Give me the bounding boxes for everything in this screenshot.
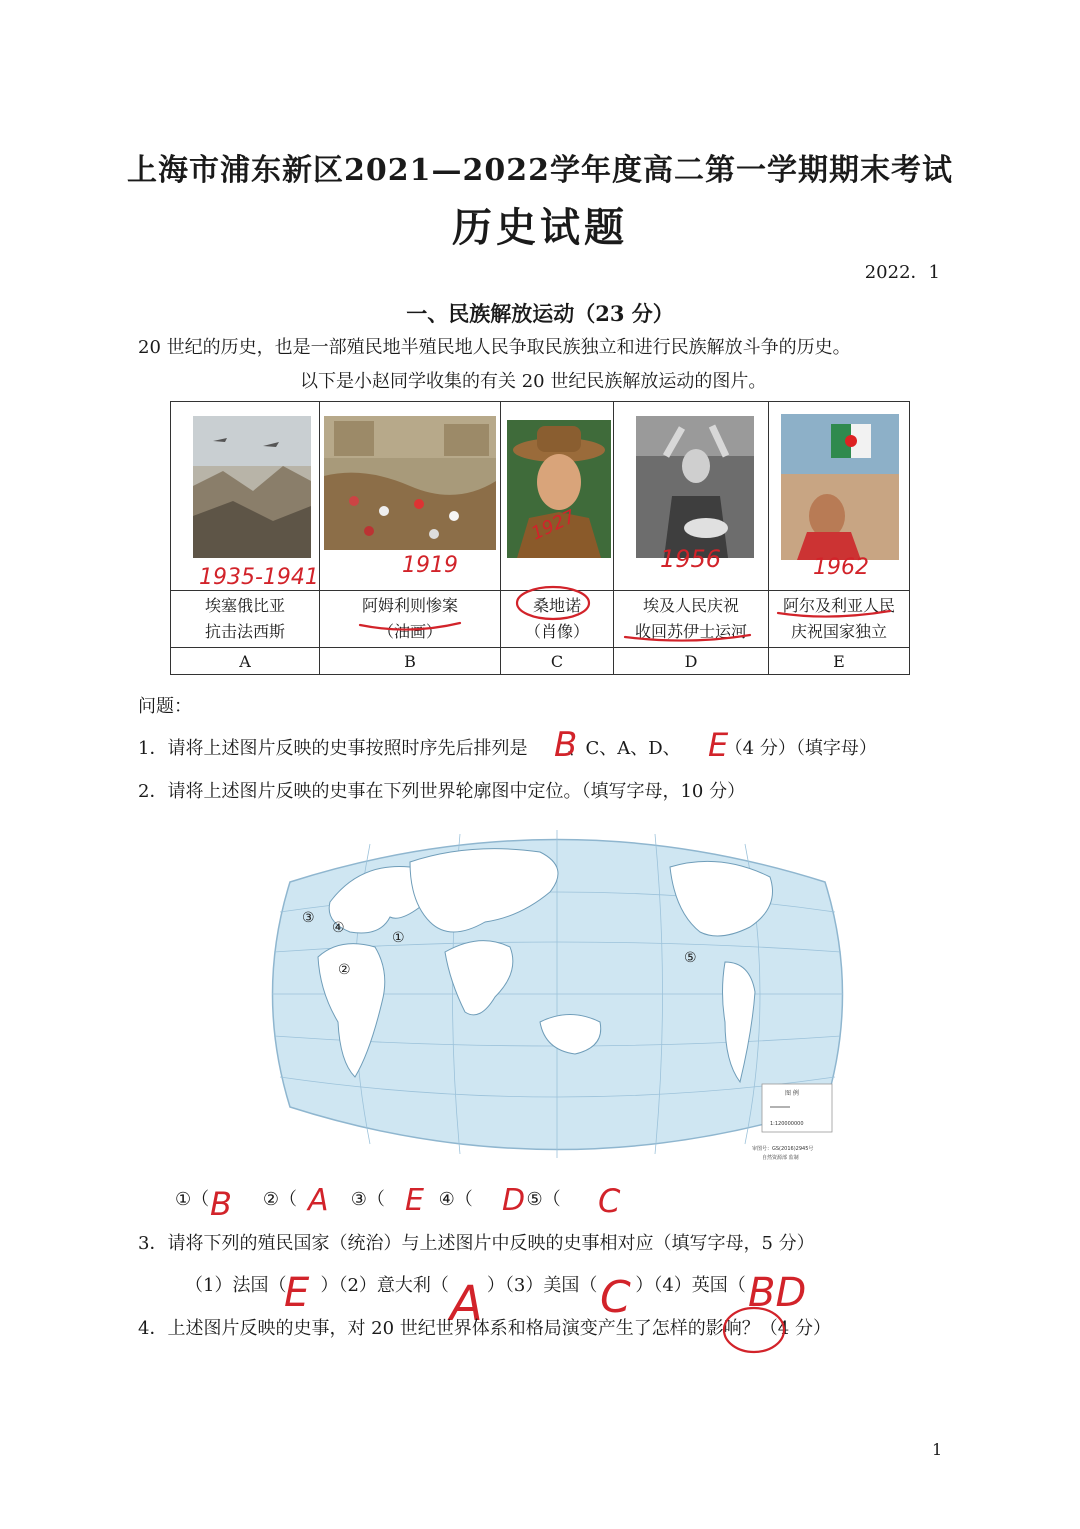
svg-text:C: C [598, 1182, 621, 1220]
handwritten-year-b [320, 402, 500, 590]
intro-line-1: 20 世纪的历史，也是一部殖民地半殖民地人民争取民族独立和进行民族解放斗争的历史。 [138, 337, 851, 358]
underline-e [778, 611, 890, 617]
svg-text:D: D [502, 1183, 526, 1218]
handwritten-year-a [171, 402, 319, 590]
legend-title: 图 例 [785, 1090, 799, 1097]
svg-text:B: B [554, 725, 578, 765]
picture-cell-c [501, 402, 614, 591]
svg-text:1935-1941: 1935-1941 [199, 565, 319, 590]
map-publisher: 自然资源部 监制 [762, 1155, 799, 1161]
underline-b [360, 623, 460, 630]
question-4: 4．上述图片反映的史事，对 20 世纪世界体系和格局演变产生了怎样的影响？（4 分） [138, 1318, 831, 1339]
picture-cell-e [769, 402, 910, 591]
caption-d: 埃及人民庆祝 收回苏伊士运河 [614, 591, 769, 648]
marker-1: ① [392, 930, 405, 946]
letter-c: C [501, 648, 614, 675]
colonial-row: （1）法国（ ）（2）意大利（ ）（3）美国（ ）（4）英国（ [185, 1275, 746, 1296]
questions-label: 问题： [138, 696, 192, 717]
approval-number: 审图号：GS(2016)2945号 [752, 1146, 814, 1152]
picture-cell-d [614, 402, 769, 591]
marker-5: ⑤ [684, 950, 697, 966]
handwritten-year-e [769, 402, 909, 590]
svg-text:E: E [284, 1270, 310, 1316]
exam-title: 上海市浦东新区2021—2022学年度高二第一学期期末考试 [127, 153, 953, 188]
letter-d: D [614, 648, 769, 675]
marker-3: ③ [302, 910, 315, 926]
handwritten-year-c [501, 402, 613, 590]
svg-text:BD: BD [748, 1270, 807, 1316]
question-1: 1．请将上述图片反映的史事按照时序先后排列是 、C、A、D、 （4 分）（填字母） [138, 738, 877, 759]
marker-4: ④ [332, 920, 345, 936]
letter-b: B [320, 648, 501, 675]
svg-text:1962: 1962 [813, 555, 869, 580]
caption-a: 埃塞俄比亚 抗击法西斯 [171, 591, 320, 648]
letter-a: A [171, 648, 320, 675]
question-3: 3．请将下列的殖民国家（统治）与上述图片中反映的史事相对应（填写字母，5 分） [138, 1233, 815, 1254]
page-number: 1 [932, 1440, 943, 1459]
world-outline-map [270, 822, 845, 1167]
svg-text:1956: 1956 [660, 545, 722, 573]
intro-line-2: 以下是小赵同学收集的有关 20 世纪民族解放运动的图片。 [300, 371, 767, 392]
marker-2: ② [338, 962, 351, 978]
exam-date: 2022．1 [864, 262, 940, 283]
svg-text:E: E [405, 1183, 424, 1218]
svg-text:1927: 1927 [528, 506, 579, 545]
caption-e: 阿尔及利亚人民 庆祝国家独立 [769, 591, 910, 648]
map-answer-row: ①（ ②（ ③（ ④（ ⑤（ [175, 1189, 561, 1210]
svg-text:B: B [210, 1185, 232, 1223]
legend-scale: 1:120000000 [770, 1121, 804, 1127]
svg-text:A: A [308, 1183, 329, 1218]
svg-text:A: A [450, 1276, 483, 1332]
subject-title: 历史试题 [452, 204, 628, 251]
svg-text:E: E [708, 726, 729, 764]
question-2: 2．请将上述图片反映的史事在下列世界轮廓图中定位。（填写字母，10 分） [138, 781, 746, 802]
underline-d [625, 635, 750, 641]
picture-cell-b [320, 402, 501, 591]
picture-cell-a [171, 402, 320, 591]
influence-circle-annotation [720, 1305, 800, 1365]
svg-text:C: C [600, 1272, 631, 1323]
map-handwritten-answers [190, 1170, 650, 1230]
circle-c [517, 587, 589, 619]
svg-text:1919: 1919 [402, 553, 458, 578]
caption-b: 阿姆利则惨案 （油画） [320, 591, 501, 648]
letter-e: E [769, 648, 910, 675]
caption-annotations [170, 585, 910, 650]
section-heading: 一、民族解放运动（23 分） [406, 301, 674, 326]
q1-handwritten-answers [540, 718, 760, 768]
handwritten-year-d [614, 402, 768, 590]
caption-c: 桑地诺 （肖像） [501, 591, 614, 648]
